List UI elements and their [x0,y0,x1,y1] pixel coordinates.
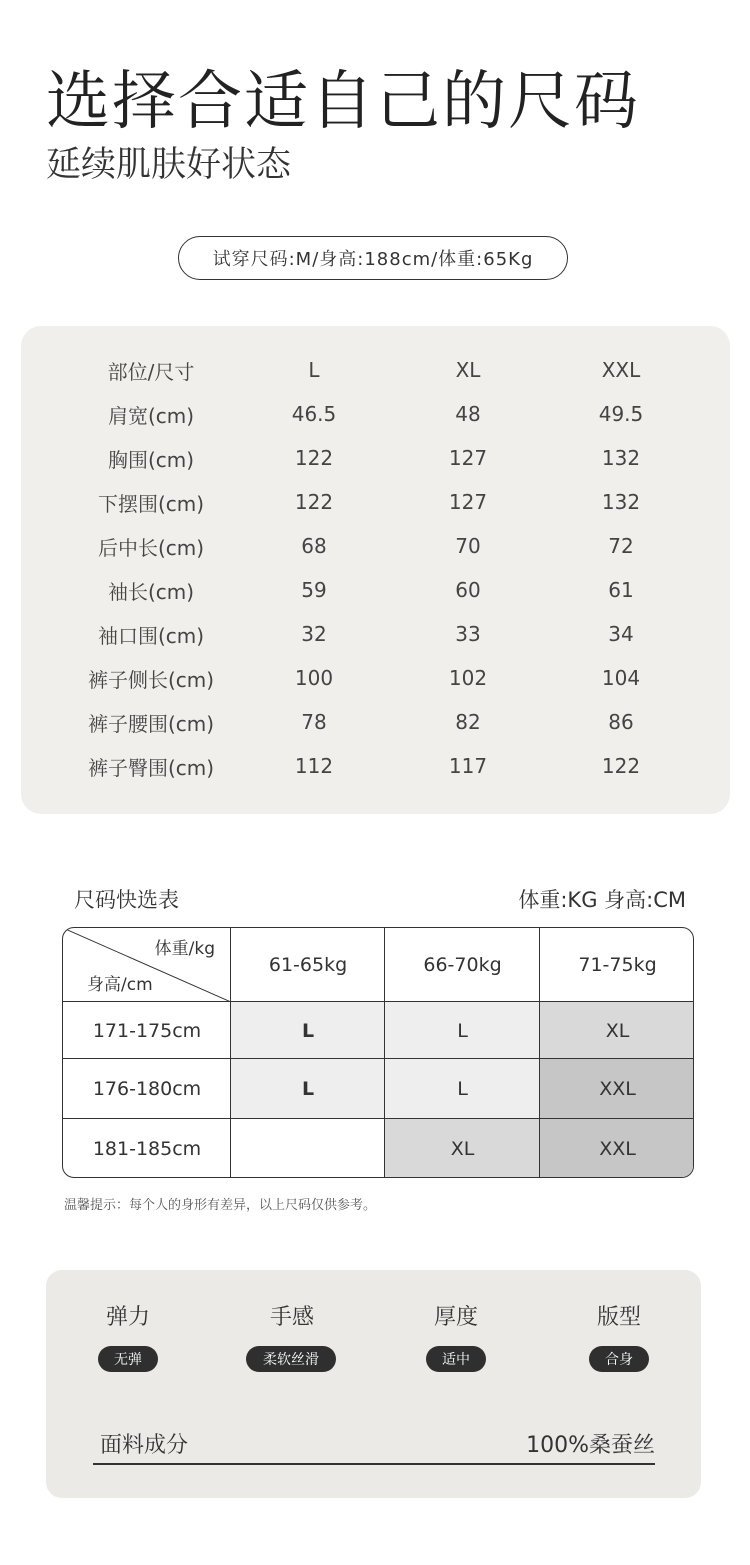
size-value: 104 [601,666,641,690]
feature-label: 弹力 [105,1305,150,1330]
size-cell: L [385,1002,540,1059]
size-value: 132 [601,446,641,470]
measure-label: 裤子腰围(cm) [87,711,215,736]
feature-label: 厚度 [433,1305,478,1330]
grid-line [63,1118,694,1119]
header-cell: XXL [601,358,641,382]
feature-label: 手感 [269,1305,314,1330]
measure-label: 裤子臀围(cm) [87,755,215,780]
page-title: 选择合适自己的尺码 [46,65,640,139]
quick-select-table [62,927,694,1178]
size-value: 59 [301,578,327,602]
size-value: 112 [294,754,334,778]
size-value: 68 [301,534,327,558]
weight-header: 71-75kg [578,954,657,976]
fabric-label: 面料成分 [100,1433,189,1458]
size-value: 100 [294,666,334,690]
measure-label: 肩宽(cm) [107,403,195,428]
fabric-value: 100%桑蚕丝 [526,1433,655,1458]
weight-header: 66-70kg [423,954,502,976]
measure-label: 裤子侧长(cm) [87,667,215,692]
size-chart-row [21,436,730,480]
size-cell: XXL [540,1059,694,1119]
size-chart-row [21,700,730,744]
size-value: 32 [301,622,327,646]
size-value: 46.5 [291,402,337,426]
measure-label: 胸围(cm) [107,447,195,472]
grid-line [63,1001,694,1002]
features-card [46,1270,701,1498]
measure-label: 袖口围(cm) [97,623,205,648]
height-label: 176-180cm [92,1078,202,1100]
page-subtitle: 延续肌肤好状态 [46,145,292,185]
feature-badge: 合身 [589,1346,649,1372]
size-value: 127 [448,490,488,514]
size-chart-header-row [21,348,730,392]
feature-label: 版型 [596,1305,641,1330]
size-chart-row [21,392,730,436]
measure-label: 袖长(cm) [107,579,195,604]
size-value: 34 [608,622,634,646]
size-value: 102 [448,666,488,690]
grid-line [63,1058,694,1059]
fabric-underline [93,1463,655,1465]
size-value: 70 [455,534,481,558]
size-chart-row [21,612,730,656]
size-chart-row [21,524,730,568]
grid-line [230,928,231,1178]
size-value: 72 [608,534,634,558]
header-cell: XL [455,358,481,382]
size-cell: L [231,1059,385,1119]
header-cell: L [308,358,320,382]
size-chart-row [21,480,730,524]
size-value: 61 [608,578,634,602]
size-value: 122 [601,754,641,778]
size-value: 60 [455,578,481,602]
size-cell: L [385,1059,540,1119]
size-value: 122 [294,446,334,470]
size-value: 127 [448,446,488,470]
size-value: 48 [455,402,481,426]
feature-badge: 柔软丝滑 [246,1346,336,1372]
size-value: 122 [294,490,334,514]
size-chart-row [21,568,730,612]
size-cell [231,1119,385,1178]
corner-height-label: 身高/cm [87,975,153,995]
corner-weight-label: 体重/kg [154,939,215,959]
header-cell: 部位/尺寸 [107,359,195,384]
weight-header: 61-65kg [268,954,348,976]
grid-line [539,928,540,1178]
height-label: 171-175cm [92,1019,202,1042]
quick-select-title: 尺码快选表 [74,888,179,912]
size-value: 33 [455,622,481,646]
size-value: 132 [601,490,641,514]
size-cell: L [231,1002,385,1059]
height-label: 181-185cm [92,1138,202,1160]
size-value: 78 [301,710,327,734]
size-value: 86 [608,710,634,734]
model-info-pill: 试穿尺码:M/身高:188cm/体重:65Kg [178,236,568,280]
size-value: 82 [455,710,481,734]
size-value: 117 [448,754,488,778]
size-chart-row [21,744,730,788]
feature-badge: 适中 [426,1346,486,1372]
measure-label: 下摆围(cm) [97,491,205,516]
measure-label: 后中长(cm) [97,535,205,560]
size-cell: XL [540,1002,694,1059]
size-chart-card [21,326,730,814]
size-chart-row [21,656,730,700]
size-value: 49.5 [598,402,644,426]
tip-text: 温馨提示：每个人的身形有差异，以上尺码仅供参考。 [64,1198,377,1213]
feature-badge: 无弹 [98,1346,158,1372]
size-cell: XL [385,1119,540,1178]
quick-select-units: 体重:KG 身高:CM [518,888,686,912]
size-cell: XXL [540,1119,694,1178]
grid-line [384,928,385,1178]
